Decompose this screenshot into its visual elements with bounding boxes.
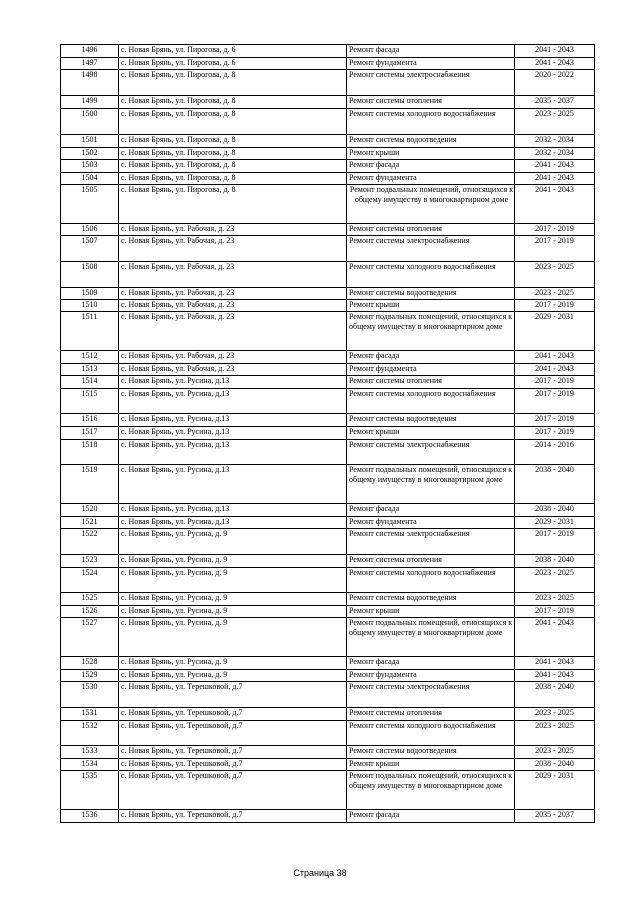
work-type-cell: Ремонт системы отопления bbox=[347, 555, 515, 568]
table-row bbox=[61, 364, 595, 376]
address-cell: с. Новая Брянь, ул. Рабочая, д. 23 bbox=[119, 364, 347, 376]
table-row bbox=[61, 517, 595, 529]
row-number-cell: 1535 bbox=[61, 771, 119, 810]
period-cell: 2023 - 2025 bbox=[515, 593, 595, 606]
row-number-cell: 1526 bbox=[61, 606, 119, 618]
address-cell: с. Новая Брянь, ул. Русина, д. 9 bbox=[119, 618, 347, 657]
row-number-cell: 1533 bbox=[61, 746, 119, 759]
table-row bbox=[61, 618, 595, 657]
period-cell: 2017 - 2019 bbox=[515, 606, 595, 618]
table-row bbox=[61, 708, 595, 721]
work-type-cell: Ремонт системы холодного водоснабжения bbox=[347, 262, 515, 288]
address-cell: с. Новая Брянь, ул. Пирогова, д. 6 bbox=[119, 45, 347, 58]
work-type-cell: Ремонт системы отопления bbox=[347, 96, 515, 109]
row-number-cell: 1510 bbox=[61, 300, 119, 312]
row-number-cell: 1519 bbox=[61, 465, 119, 504]
row-number-cell: 1521 bbox=[61, 517, 119, 529]
work-type-cell: Ремонт фасада bbox=[347, 657, 515, 670]
address-cell: с. Новая Брянь, ул. Русина, д. 9 bbox=[119, 555, 347, 568]
work-type-cell: Ремонт подвальных помещений, относящихся к общему имуществу в многоквартирном доме bbox=[347, 465, 515, 504]
row-number-cell: 1523 bbox=[61, 555, 119, 568]
address-cell: с. Новая Брянь, ул. Русина, д. 9 bbox=[119, 529, 347, 555]
work-type-cell: Ремонт системы водоотведения bbox=[347, 135, 515, 148]
period-cell: 2023 - 2025 bbox=[515, 568, 595, 593]
row-number-cell: 1501 bbox=[61, 135, 119, 148]
row-number-cell: 1499 bbox=[61, 96, 119, 109]
table-row bbox=[61, 440, 595, 465]
address-cell: с. Новая Брянь, ул. Русина, д. 9 bbox=[119, 568, 347, 593]
period-cell: 2041 - 2043 bbox=[515, 185, 595, 224]
address-cell: с. Новая Брянь, ул. Рабочая, д. 23 bbox=[119, 300, 347, 312]
row-number-cell: 1500 bbox=[61, 109, 119, 135]
address-cell: с. Новая Брянь, ул. Русина, д. 9 bbox=[119, 670, 347, 682]
address-cell: с. Новая Брянь, ул. Русина, д.13 bbox=[119, 414, 347, 427]
period-cell: 2017 - 2019 bbox=[515, 389, 595, 414]
period-cell: 2041 - 2043 bbox=[515, 160, 595, 173]
table-row bbox=[61, 759, 595, 771]
work-type-cell: Ремонт фундамента bbox=[347, 670, 515, 682]
table-row bbox=[61, 224, 595, 236]
row-number-cell: 1536 bbox=[61, 810, 119, 823]
work-type-cell: Ремонт подвальных помещений, относящихся к общему имуществу в многоквартирном доме bbox=[347, 771, 515, 810]
address-cell: с. Новая Брянь, ул. Русина, д.13 bbox=[119, 504, 347, 517]
row-number-cell: 1514 bbox=[61, 376, 119, 389]
table-row bbox=[61, 376, 595, 389]
period-cell: 2017 - 2019 bbox=[515, 529, 595, 555]
period-cell: 2017 - 2019 bbox=[515, 300, 595, 312]
period-cell: 2014 - 2016 bbox=[515, 440, 595, 465]
period-cell: 2038 - 2040 bbox=[515, 759, 595, 771]
period-cell: 2032 - 2034 bbox=[515, 135, 595, 148]
address-cell: с. Новая Брянь, ул. Пирогова, д. 6 bbox=[119, 58, 347, 70]
address-cell: с. Новая Брянь, ул. Терешковой, д.7 bbox=[119, 771, 347, 810]
address-cell: с. Новая Брянь, ул. Терешковой, д.7 bbox=[119, 746, 347, 759]
row-number-cell: 1496 bbox=[61, 45, 119, 58]
work-type-cell: Ремонт подвальных помещений, относящихся к общему имуществу в многоквартирном доме bbox=[347, 185, 515, 224]
period-cell: 2029 - 2031 bbox=[515, 517, 595, 529]
period-cell: 2041 - 2043 bbox=[515, 173, 595, 185]
period-cell: 2035 - 2037 bbox=[515, 810, 595, 823]
row-number-cell: 1509 bbox=[61, 288, 119, 300]
row-number-cell: 1513 bbox=[61, 364, 119, 376]
work-type-cell: Ремонт системы холодного водоснабжения bbox=[347, 389, 515, 414]
row-number-cell: 1506 bbox=[61, 224, 119, 236]
address-cell: с. Новая Брянь, ул. Русина, д.13 bbox=[119, 465, 347, 504]
table-row bbox=[61, 721, 595, 746]
period-cell: 2041 - 2043 bbox=[515, 657, 595, 670]
period-cell: 2023 - 2025 bbox=[515, 708, 595, 721]
work-type-cell: Ремонт фундамента bbox=[347, 364, 515, 376]
page-footer bbox=[0, 868, 640, 878]
row-number-cell: 1534 bbox=[61, 759, 119, 771]
period-cell: 2038 - 2040 bbox=[515, 682, 595, 708]
table-row bbox=[61, 529, 595, 555]
table-row bbox=[61, 465, 595, 504]
address-cell: с. Новая Брянь, ул. Пирогова, д. 8 bbox=[119, 70, 347, 96]
work-type-cell: Ремонт системы электроснабжения bbox=[347, 440, 515, 465]
work-type-cell: Ремонт системы отопления bbox=[347, 708, 515, 721]
table-row bbox=[61, 262, 595, 288]
work-type-cell: Ремонт фасада bbox=[347, 45, 515, 58]
address-cell: с. Новая Брянь, ул. Русина, д.13 bbox=[119, 389, 347, 414]
row-number-cell: 1511 bbox=[61, 312, 119, 351]
address-cell: с. Новая Брянь, ул. Пирогова, д. 8 bbox=[119, 185, 347, 224]
table-row bbox=[61, 351, 595, 364]
work-type-cell: Ремонт системы водоотведения bbox=[347, 288, 515, 300]
address-cell: с. Новая Брянь, ул. Русина, д. 9 bbox=[119, 657, 347, 670]
work-type-cell: Ремонт фасада bbox=[347, 810, 515, 823]
work-type-cell: Ремонт фасада bbox=[347, 160, 515, 173]
work-type-cell: Ремонт системы электроснабжения bbox=[347, 70, 515, 96]
period-cell: 2041 - 2043 bbox=[515, 58, 595, 70]
period-cell: 2029 - 2031 bbox=[515, 312, 595, 351]
period-cell: 2023 - 2025 bbox=[515, 262, 595, 288]
row-number-cell: 1503 bbox=[61, 160, 119, 173]
table-row bbox=[61, 173, 595, 185]
table-row bbox=[61, 427, 595, 440]
row-number-cell: 1527 bbox=[61, 618, 119, 657]
address-cell: с. Новая Брянь, ул. Рабочая, д. 23 bbox=[119, 288, 347, 300]
table-row bbox=[61, 312, 595, 351]
row-number-cell: 1504 bbox=[61, 173, 119, 185]
row-number-cell: 1529 bbox=[61, 670, 119, 682]
row-number-cell: 1502 bbox=[61, 148, 119, 160]
period-cell: 2041 - 2043 bbox=[515, 45, 595, 58]
work-type-cell: Ремонт системы холодного водоснабжения bbox=[347, 568, 515, 593]
table-row bbox=[61, 185, 595, 224]
period-cell: 2029 - 2031 bbox=[515, 771, 595, 810]
table-row bbox=[61, 236, 595, 262]
row-number-cell: 1532 bbox=[61, 721, 119, 746]
table-row bbox=[61, 606, 595, 618]
row-number-cell: 1505 bbox=[61, 185, 119, 224]
table-row bbox=[61, 670, 595, 682]
period-cell: 2035 - 2037 bbox=[515, 96, 595, 109]
repair-schedule-table bbox=[60, 44, 595, 823]
period-cell: 2017 - 2019 bbox=[515, 376, 595, 389]
period-cell: 2017 - 2019 bbox=[515, 236, 595, 262]
address-cell: с. Новая Брянь, ул. Терешковой, д.7 bbox=[119, 759, 347, 771]
address-cell: с. Новая Брянь, ул. Терешковой, д.7 bbox=[119, 682, 347, 708]
address-cell: с. Новая Брянь, ул. Пирогова, д. 8 bbox=[119, 96, 347, 109]
table-row bbox=[61, 288, 595, 300]
table-body bbox=[61, 45, 595, 823]
table-row bbox=[61, 389, 595, 414]
table-row bbox=[61, 160, 595, 173]
row-number-cell: 1507 bbox=[61, 236, 119, 262]
page-number-label: Страница 38 bbox=[293, 868, 347, 878]
table-row bbox=[61, 568, 595, 593]
address-cell: с. Новая Брянь, ул. Рабочая, д. 23 bbox=[119, 312, 347, 351]
work-type-cell: Ремонт системы электроснабжения bbox=[347, 529, 515, 555]
table-row bbox=[61, 300, 595, 312]
period-cell: 2041 - 2043 bbox=[515, 670, 595, 682]
work-type-cell: Ремонт крыши bbox=[347, 759, 515, 771]
table-row bbox=[61, 657, 595, 670]
period-cell: 2038 - 2040 bbox=[515, 504, 595, 517]
row-number-cell: 1517 bbox=[61, 427, 119, 440]
row-number-cell: 1518 bbox=[61, 440, 119, 465]
table-row bbox=[61, 746, 595, 759]
row-number-cell: 1522 bbox=[61, 529, 119, 555]
address-cell: с. Новая Брянь, ул. Пирогова, д. 8 bbox=[119, 148, 347, 160]
period-cell: 2041 - 2043 bbox=[515, 618, 595, 657]
table-row bbox=[61, 555, 595, 568]
address-cell: с. Новая Брянь, ул. Терешковой, д.7 bbox=[119, 721, 347, 746]
work-type-cell: Ремонт фасада bbox=[347, 351, 515, 364]
row-number-cell: 1498 bbox=[61, 70, 119, 96]
work-type-cell: Ремонт фундамента bbox=[347, 58, 515, 70]
address-cell: с. Новая Брянь, ул. Терешковой, д.7 bbox=[119, 810, 347, 823]
work-type-cell: Ремонт крыши bbox=[347, 427, 515, 440]
work-type-cell: Ремонт системы холодного водоснабжения bbox=[347, 109, 515, 135]
row-number-cell: 1516 bbox=[61, 414, 119, 427]
table-row bbox=[61, 504, 595, 517]
row-number-cell: 1524 bbox=[61, 568, 119, 593]
period-cell: 2023 - 2025 bbox=[515, 746, 595, 759]
work-type-cell: Ремонт фундамента bbox=[347, 517, 515, 529]
row-number-cell: 1515 bbox=[61, 389, 119, 414]
work-type-cell: Ремонт системы отопления bbox=[347, 376, 515, 389]
row-number-cell: 1512 bbox=[61, 351, 119, 364]
address-cell: с. Новая Брянь, ул. Рабочая, д. 23 bbox=[119, 262, 347, 288]
table-row bbox=[61, 771, 595, 810]
work-type-cell: Ремонт системы отопления bbox=[347, 224, 515, 236]
period-cell: 2017 - 2019 bbox=[515, 427, 595, 440]
address-cell: с. Новая Брянь, ул. Русина, д. 9 bbox=[119, 593, 347, 606]
period-cell: 2041 - 2043 bbox=[515, 364, 595, 376]
period-cell: 2017 - 2019 bbox=[515, 224, 595, 236]
row-number-cell: 1525 bbox=[61, 593, 119, 606]
address-cell: с. Новая Брянь, ул. Русина, д.13 bbox=[119, 517, 347, 529]
row-number-cell: 1531 bbox=[61, 708, 119, 721]
period-cell: 2041 - 2043 bbox=[515, 351, 595, 364]
work-type-cell: Ремонт системы электроснабжения bbox=[347, 236, 515, 262]
address-cell: с. Новая Брянь, ул. Пирогова, д. 8 bbox=[119, 173, 347, 185]
table-row bbox=[61, 682, 595, 708]
address-cell: с. Новая Брянь, ул. Рабочая, д. 23 bbox=[119, 236, 347, 262]
table-row bbox=[61, 593, 595, 606]
work-type-cell: Ремонт подвальных помещений, относящихся к общему имуществу в многоквартирном доме bbox=[347, 312, 515, 351]
period-cell: 2032 - 2034 bbox=[515, 148, 595, 160]
period-cell: 2023 - 2025 bbox=[515, 109, 595, 135]
work-type-cell: Ремонт фасада bbox=[347, 504, 515, 517]
address-cell: с. Новая Брянь, ул. Терешковой, д.7 bbox=[119, 708, 347, 721]
work-type-cell: Ремонт системы водоотведения bbox=[347, 593, 515, 606]
work-type-cell: Ремонт фундамента bbox=[347, 173, 515, 185]
work-type-cell: Ремонт системы водоотведения bbox=[347, 414, 515, 427]
table-row bbox=[61, 109, 595, 135]
work-type-cell: Ремонт системы холодного водоснабжения bbox=[347, 721, 515, 746]
table-row bbox=[61, 810, 595, 823]
row-number-cell: 1528 bbox=[61, 657, 119, 670]
period-cell: 2017 - 2019 bbox=[515, 414, 595, 427]
period-cell: 2020 - 2022 bbox=[515, 70, 595, 96]
period-cell: 2023 - 2025 bbox=[515, 721, 595, 746]
address-cell: с. Новая Брянь, ул. Русина, д.13 bbox=[119, 440, 347, 465]
work-type-cell: Ремонт крыши bbox=[347, 148, 515, 160]
row-number-cell: 1520 bbox=[61, 504, 119, 517]
address-cell: с. Новая Брянь, ул. Рабочая, д. 23 bbox=[119, 224, 347, 236]
work-type-cell: Ремонт системы электроснабжения bbox=[347, 682, 515, 708]
period-cell: 2038 - 2040 bbox=[515, 465, 595, 504]
work-type-cell: Ремонт подвальных помещений, относящихся к общему имуществу в многоквартирном доме bbox=[347, 618, 515, 657]
address-cell: с. Новая Брянь, ул. Русина, д.13 bbox=[119, 427, 347, 440]
row-number-cell: 1530 bbox=[61, 682, 119, 708]
period-cell: 2038 - 2040 bbox=[515, 555, 595, 568]
work-type-cell: Ремонт крыши bbox=[347, 606, 515, 618]
table-row bbox=[61, 148, 595, 160]
row-number-cell: 1497 bbox=[61, 58, 119, 70]
table-row bbox=[61, 45, 595, 58]
address-cell: с. Новая Брянь, ул. Русина, д.13 bbox=[119, 376, 347, 389]
address-cell: с. Новая Брянь, ул. Пирогова, д. 8 bbox=[119, 135, 347, 148]
table-row bbox=[61, 96, 595, 109]
table-row bbox=[61, 58, 595, 70]
table-row bbox=[61, 414, 595, 427]
work-type-cell: Ремонт крыши bbox=[347, 300, 515, 312]
row-number-cell: 1508 bbox=[61, 262, 119, 288]
table-row bbox=[61, 70, 595, 96]
address-cell: с. Новая Брянь, ул. Пирогова, д. 8 bbox=[119, 109, 347, 135]
period-cell: 2023 - 2025 bbox=[515, 288, 595, 300]
table-row bbox=[61, 135, 595, 148]
address-cell: с. Новая Брянь, ул. Русина, д. 9 bbox=[119, 606, 347, 618]
address-cell: с. Новая Брянь, ул. Рабочая, д. 23 bbox=[119, 351, 347, 364]
address-cell: с. Новая Брянь, ул. Пирогова, д. 8 bbox=[119, 160, 347, 173]
work-type-cell: Ремонт системы водоотведения bbox=[347, 746, 515, 759]
